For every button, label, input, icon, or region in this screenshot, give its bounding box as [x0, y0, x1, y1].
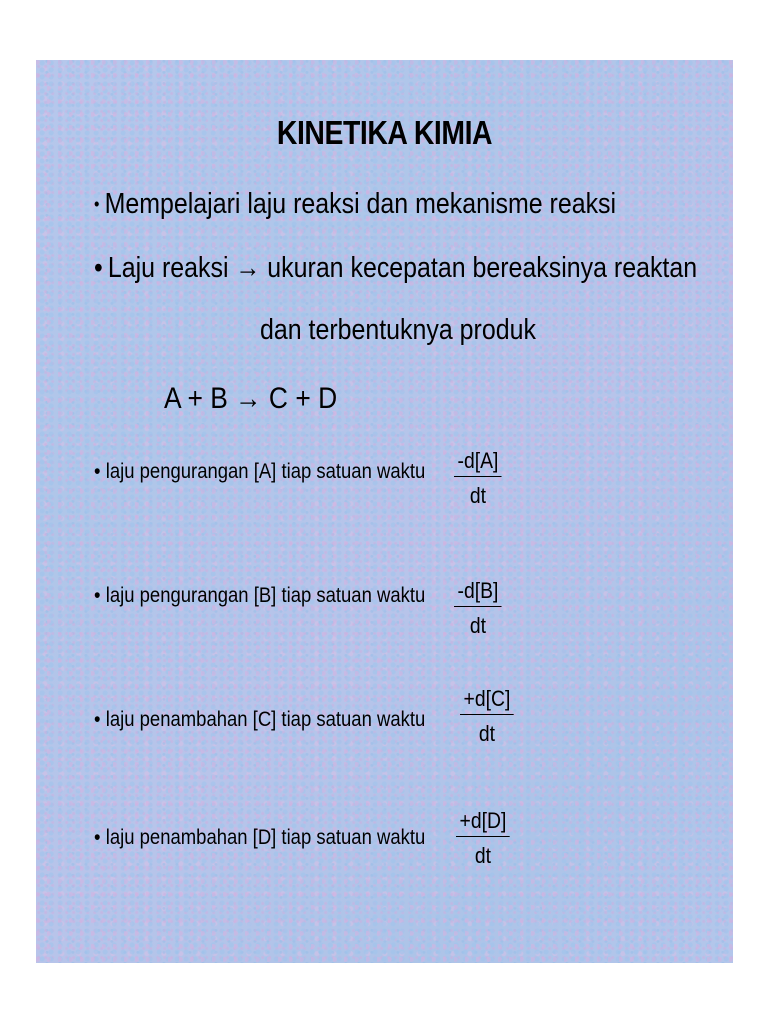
bullet-marker: • — [94, 194, 100, 214]
fraction-numerator: +d[C] — [460, 686, 514, 715]
rate-fraction-c — [460, 686, 514, 749]
fraction-denominator: dt — [469, 613, 487, 638]
bullet-marker: • — [94, 460, 101, 483]
fraction-numerator: -d[B] — [454, 578, 502, 607]
rate-description: laju penambahan [D] tiap satuan waktu — [105, 826, 426, 849]
slide — [36, 60, 733, 963]
rate-item-a — [94, 460, 425, 484]
bullet-marker: • — [94, 584, 101, 607]
rate-item-d — [94, 826, 425, 850]
bullet-marker: • — [94, 252, 103, 284]
bullet-marker: • — [94, 826, 101, 849]
fraction-numerator: +d[D] — [456, 808, 510, 837]
rate-description: laju penambahan [C] tiap satuan waktu — [105, 708, 426, 731]
bullet-marker: • — [94, 708, 101, 731]
bullet-item — [94, 252, 697, 285]
fraction-denominator: dt — [474, 843, 492, 868]
rate-fraction-a — [454, 448, 502, 511]
rate-fraction-b — [454, 578, 502, 641]
bullet-item — [94, 188, 616, 221]
bullet-text: Laju reaksi → ukuran kecepatan bereaksinya reaktan — [107, 252, 698, 284]
rate-fraction-d — [456, 808, 510, 871]
rate-description: laju pengurangan [A] tiap satuan waktu — [105, 460, 426, 483]
bullet-text: Mempelajari laju reaksi dan mekanisme reaksi — [104, 188, 617, 220]
rate-description: laju pengurangan [B] tiap satuan waktu — [105, 584, 426, 607]
slide-title: KINETIKA KIMIA — [276, 114, 493, 151]
fraction-denominator: dt — [478, 721, 496, 746]
reaction-equation: A + B → C + D — [164, 382, 338, 415]
fraction-denominator: dt — [469, 483, 487, 508]
rate-item-c — [94, 708, 425, 732]
fraction-numerator: -d[A] — [454, 448, 502, 477]
bullet-continuation: dan terbentuknya produk — [260, 314, 536, 346]
rate-item-b — [94, 584, 425, 608]
